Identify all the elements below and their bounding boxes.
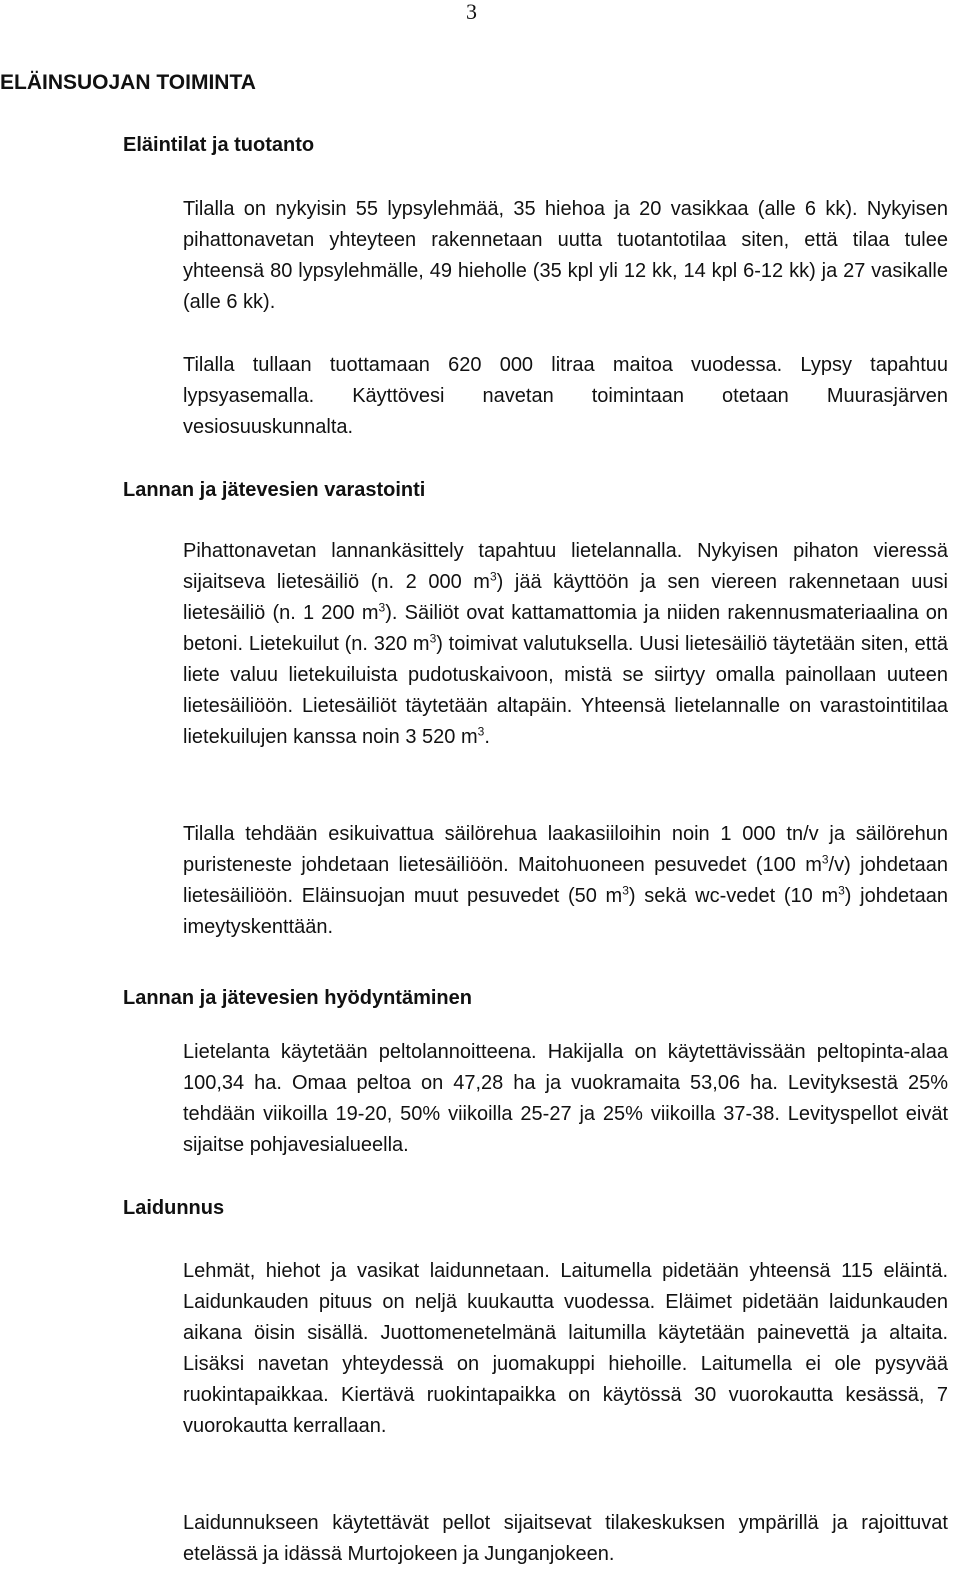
- section-heading-laidunnus: Laidunnus: [123, 1197, 225, 1219]
- text-run: ) johdetaan imeytyskenttään.: [183, 885, 948, 938]
- text-run: ) toimivat valutuksella. Uusi lietesäiliö täytetään siten, että liete valuu lietekuiluista pudotuskaivoon, mistä se siirtyy omalla painollaan uuteen lietesäiliöön. Lietesäiliöt täytetään altapäin. Yhteensä lietelannalle on varastointitilaa lietekuilujen kanssa noin 3 520 m: [183, 633, 948, 748]
- superscript: 3: [378, 600, 386, 615]
- section-heading-hyodyntaminen: Lannan ja jätevesien hyödyntäminen: [123, 987, 472, 1009]
- superscript: 3: [821, 852, 829, 867]
- paragraph-elaintilat-2: Tilalla tullaan tuottamaan 620 000 litraa maitoa vuodessa. Lypsy tapahtuu lypsyasemalla. Käyttövesi navetan toimintaan otetaan Muurasjärven vesiosuuskunnalta.: [183, 354, 948, 438]
- text-run: Pihattonavetan lannankäsittely tapahtuu lietelannalla. Nykyisen pihaton vieressä sijaitseva lietesäiliö (n. 2 000 m: [183, 540, 948, 593]
- paragraph-varastointi-2: [183, 819, 948, 943]
- text-run: Tilalla tehdään esikuivattua säilörehua laakasiiloihin noin 1 000 tn/v ja säilörehun puristeneste johdetaan lietesäiliöön. Maitohuoneen pesuvedet (100 m: [183, 823, 948, 876]
- text-run: ) sekä wc-vedet (10 m: [628, 885, 839, 907]
- text-run: .: [484, 726, 490, 748]
- superscript: 3: [838, 883, 845, 898]
- section-heading-varastointi: Lannan ja jätevesien varastointi: [123, 479, 426, 501]
- paragraph-laidunnus-2: Laidunnukseen käytettävät pellot sijaitsevat tilakeskuksen ympärillä ja rajoittuvat etelässä ja idässä Murtojokeen ja Junganjokeen.: [183, 1512, 948, 1565]
- superscript: 3: [429, 631, 437, 646]
- paragraph-hyodyntaminen-1: Lietelanta käytetään peltolannoitteena. Hakijalla on käytettävissään peltopinta-alaa 100,34 ha. Omaa peltoa on 47,28 ha ja vuokramaita 53,06 ha. Levityksestä 25% tehdään viikoilla 19-20, 50% viikoilla 25-27 ja 25% viikoilla 37-38. Levityspellot eivät sijaitse pohjavesialueella.: [183, 1041, 948, 1156]
- paragraph-varastointi-1: [183, 536, 948, 753]
- superscript: 3: [489, 569, 497, 584]
- document-title: ELÄINSUOJAN TOIMINTA: [0, 71, 256, 94]
- section-heading-elaintilat: Eläintilat ja tuotanto: [123, 134, 315, 156]
- text-run: ). Säiliöt ovat kattamattomia ja niiden rakennusmateriaalina on betoni. Lietekuilut (n. 320 m: [183, 602, 949, 655]
- paragraph-elaintilat-1: Tilalla on nykyisin 55 lypsylehmää, 35 hiehoa ja 20 vasikkaa (alle 6 kk). Nykyisen pihattonavetan yhteyteen rakennetaan uutta tuotantotilaa siten, että tilaa tulee yhteensä 80 lypsylehmälle, 49 hieholle (35 kpl yli 12 kk, 14 kpl 6-12 kk) ja 27 vasikalle (alle 6 kk).: [183, 198, 948, 313]
- text-run: ) jää käyttöön ja sen viereen rakennetaan uusi lietesäiliö (n. 1 200 m: [183, 571, 949, 624]
- text-run: /v) johdetaan lietesäiliöön. Eläinsuojan muut pesuvedet (50 m: [183, 854, 948, 907]
- superscript: 3: [622, 883, 629, 898]
- superscript: 3: [477, 724, 485, 739]
- paragraph-laidunnus-1: Lehmät, hiehot ja vasikat laidunnetaan. Laitumella pidetään yhteensä 115 eläintä. Laidunkauden pituus on neljä kuukautta vuodessa. Eläimet pidetään laidunkauden aikana öisin sisällä. Juottomenetelmänä laitumilla käytetään painevettä ja altaita. Lisäksi navetan yhteydessä on juomakuppi hiehoille. Laitumella ei ole pysyvää ruokintapaikkaa. Kiertävä ruokintapaikka on käytössä 30 vuorokautta kesässä, 7 vuorokautta kerrallaan.: [183, 1260, 948, 1437]
- page-number: 3: [466, 0, 477, 24]
